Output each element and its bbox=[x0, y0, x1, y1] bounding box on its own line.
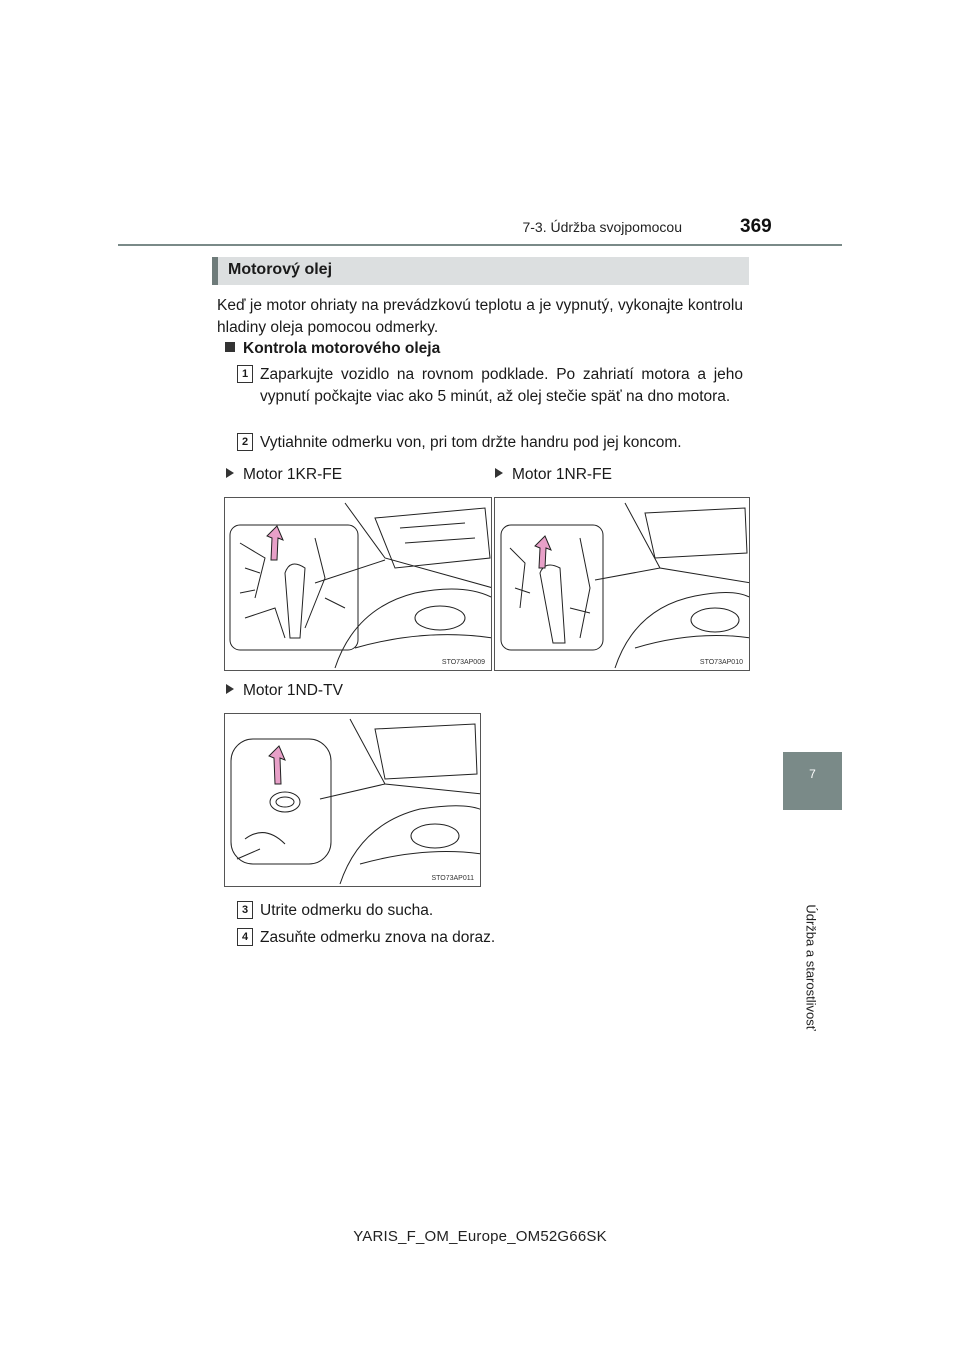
figure-code: STO73AP010 bbox=[699, 659, 743, 666]
chapter-title: Údržba a starostlivosť bbox=[803, 904, 819, 1031]
triangle-bullet-icon bbox=[226, 468, 234, 478]
triangle-bullet-icon bbox=[495, 468, 503, 478]
engine-illustration-1nd-tv bbox=[224, 713, 481, 887]
subheading-text: Kontrola motorového oleja bbox=[243, 340, 441, 357]
figure-code: STO73AP011 bbox=[431, 875, 474, 882]
step-number: 2 bbox=[237, 433, 253, 451]
figure-caption-text: Motor 1ND-TV bbox=[243, 682, 343, 699]
engine-illustration-1kr-fe bbox=[224, 497, 492, 671]
figure-caption-text: Motor 1KR-FE bbox=[243, 466, 343, 483]
section-title: Motorový olej bbox=[228, 261, 333, 278]
step-number: 1 bbox=[237, 365, 253, 383]
figure-caption bbox=[226, 682, 343, 700]
engine-drawing bbox=[495, 498, 750, 671]
intro-paragraph: Keď je motor ohriaty na prevádzkovú teplotu a je vypnutý, vykonajte kontrolu hladiny oleja pomocou odmerky. bbox=[217, 297, 743, 336]
figure-caption-text: Motor 1NR-FE bbox=[512, 466, 612, 483]
triangle-bullet-icon bbox=[226, 684, 234, 694]
page-number: 369 bbox=[740, 216, 772, 237]
chapter-tab bbox=[783, 752, 842, 810]
step-text: Zaparkujte vozidlo na rovnom podklade. Po zahriatí motora a jeho vypnutí počkajte viac ako 5 minút, až olej stečie späť na dno motora. bbox=[260, 366, 743, 405]
figure-code: STO73AP009 bbox=[441, 659, 485, 666]
figure-caption bbox=[495, 466, 612, 484]
square-bullet-icon bbox=[225, 342, 235, 352]
chapter-number: 7 bbox=[809, 767, 816, 781]
step-text: Vytiahnite odmerku von, pri tom držte handru pod jej koncom. bbox=[260, 434, 682, 451]
engine-drawing bbox=[225, 714, 481, 887]
header-section-title: 7-3. Údržba svojpomocou bbox=[522, 219, 682, 235]
section-title-bar bbox=[212, 257, 749, 285]
header-rule bbox=[118, 244, 842, 246]
figure-caption bbox=[226, 466, 342, 484]
step-number: 4 bbox=[237, 928, 253, 946]
step-text: Zasuňte odmerku znova na doraz. bbox=[260, 929, 496, 946]
step-text: Utrite odmerku do sucha. bbox=[260, 902, 434, 919]
subheading bbox=[225, 340, 440, 358]
engine-drawing bbox=[225, 498, 492, 671]
step-number: 3 bbox=[237, 901, 253, 919]
engine-illustration-1nr-fe bbox=[494, 497, 750, 671]
document-footer: YARIS_F_OM_Europe_OM52G66SK bbox=[353, 1228, 607, 1245]
